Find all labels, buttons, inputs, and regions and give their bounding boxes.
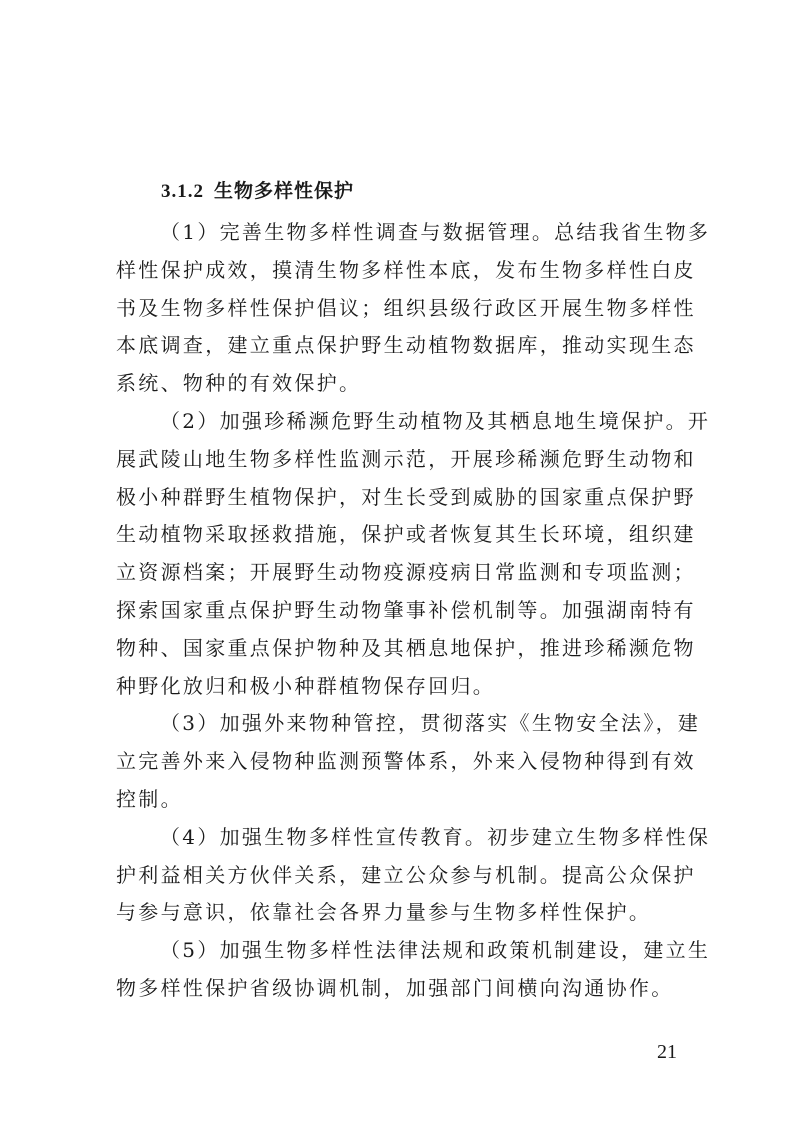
section-number: 3.1.2 [161,181,204,202]
text-line: 生动植物采取拯救措施，保护或者恢复其生长环境，组织建 [116,522,696,547]
text-line: （1）完善生物多样性调查与数据管理。总结我省生物多 [160,220,711,244]
text-line: （4）加强生物多样性宣传教育。初步建立生物多样性保 [160,824,711,849]
paragraph-4 [116,819,711,932]
text-line: 书及生物多样性保护倡议；组织县级行政区开展生物多样性 [116,295,696,320]
text-line: 极小种群野生植物保护，对生长受到威胁的国家重点保护野 [116,484,696,509]
text-line: （2）加强珍稀濒危野生动植物及其栖息地生境保护。开 [160,408,711,433]
text-line: （3）加强外来物种管控，贯彻落实《生物安全法》，建 [160,711,701,736]
paragraph-5 [116,932,711,1008]
text-line: （5）加强生物多样性法律法规和政策机制建设，建立生 [160,938,711,963]
text-line: 展武陵山地生物多样性监测示范，开展珍稀濒危野生动物和 [116,446,696,471]
text-line: 系统、物种的有效保护。 [116,371,362,396]
text-line: 与参与意识，依靠社会各界力量参与生物多样性保护。 [116,900,652,925]
text-line: 物种、国家重点保护物种及其栖息地保护，推进珍稀濒危物 [116,635,696,660]
body-text [116,214,711,1008]
text-line: 物多样性保护省级协调机制，加强部门间横向沟通协作。 [116,975,674,1000]
text-line: 护利益相关方伙伴关系，建立公众参与机制。提高公众保护 [116,862,696,887]
text-line: 探索国家重点保护野生动物肇事补偿机制等。加强湖南特有 [116,597,696,622]
section-heading [161,176,354,203]
text-line: 种野化放归和极小种群植物保存回归。 [116,673,496,698]
section-title: 生物多样性保护 [214,180,355,202]
text-line: 立完善外来入侵物种监测预警体系，外来入侵物种得到有效 [116,749,696,774]
paragraph-2 [116,403,711,705]
text-line: 控制。 [116,786,183,811]
text-line: 样性保护成效，摸清生物多样性本底，发布生物多样性白皮 [116,257,696,282]
text-line: 本底调查，建立重点保护野生动植物数据库，推动实现生态 [116,333,696,358]
text-line: 立资源档案；开展野生动物疫源疫病日常监测和专项监测； [116,560,696,585]
paragraph-3 [116,705,701,818]
paragraph-1 [116,214,711,403]
page-number: 21 [657,1041,677,1063]
